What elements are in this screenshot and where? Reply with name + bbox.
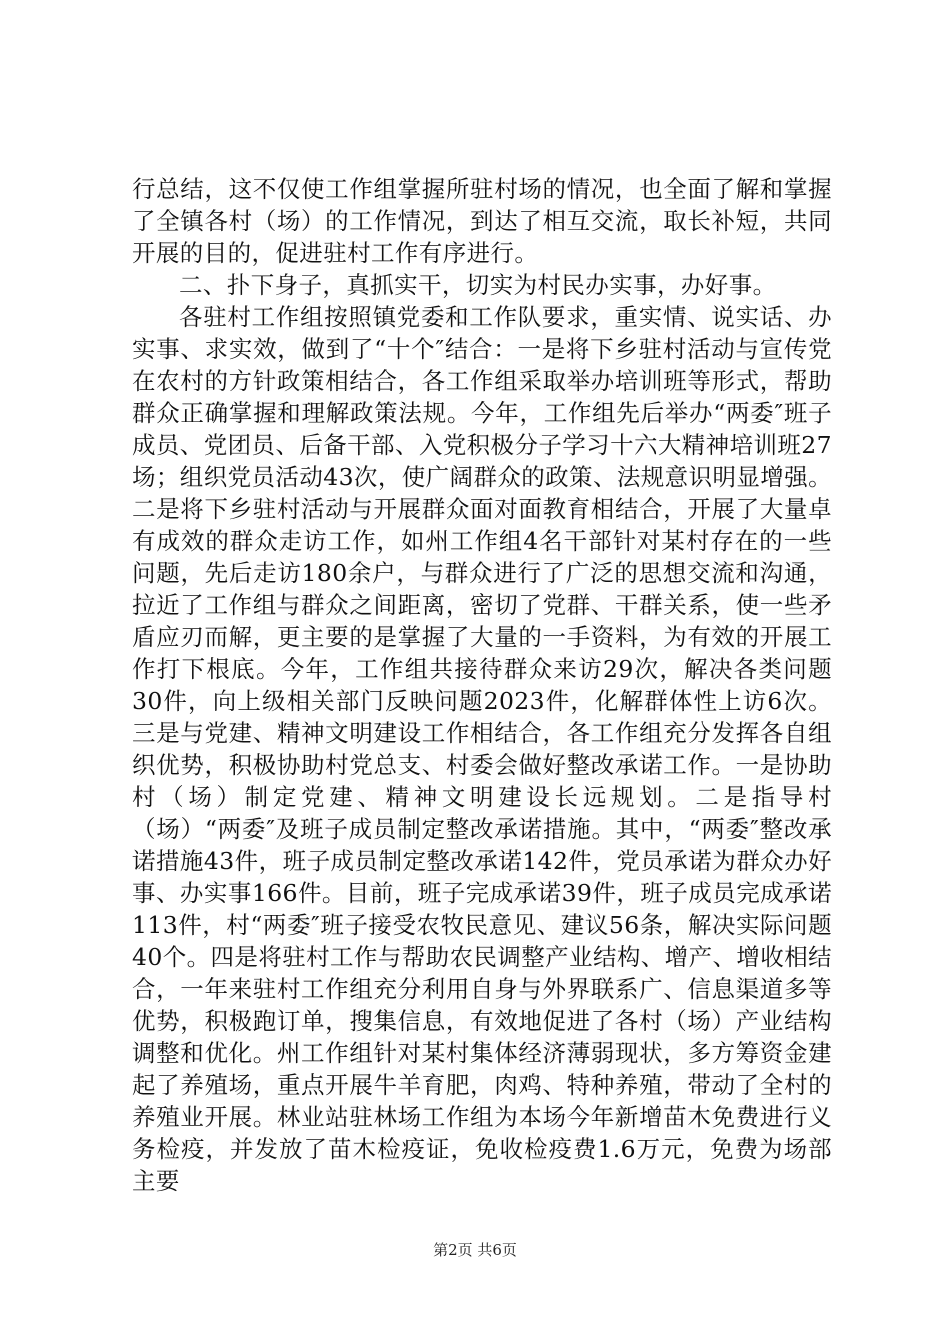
paragraph-main: 各驻村工作组按照镇党委和工作队要求，重实情、说实话、办实事、求实效，做到了“十个″结合：一是将下乡驻村活动与宣传党在农村的方针政策相结合，各工作组采取举办培训班等形式，帮助群众正确掌握和理解政策法规。今年，工作组先后举办“两委″班子成员、党团员、后备干部、入党积极分子学习十六大精神培训班27场；组织党员活动43次，使广阔群众的政策、法规意识明显增强。二是将下乡驻村活动与开展群众面对面教育相结合，开展了大量卓有成效的群众走访工作，如州工作组4名干部针对某村存在的一些问题，先后走访180余户，与群众进行了广泛的思想交流和沟通，拉近了工作组与群众之间距离，密切了党群、干群关系，使一些矛盾应刃而解，更主要的是掌握了大量的一手资料，为有效的开展工作打下根底。今年，工作组共接待群众来访29次，解决各类问题30件，向上级相关部门反映问题2023件，化解群体性上访6次。三是与党建、精神文明建设工作相结合，各工作组充分发挥各自组织优势，积极协助村党总支、村委会做好整改承诺工作。一是协助村（场）制定党建、精神文明建设长远规划。二是指导村（场）“两委″及班子成员制定整改承诺措施。其中，“两委″整改承诺措施43件，班子成员制定整改承诺142件，党员承诺为群众办好事、办实事166件。目前，班子完成承诺39件，班子成员完成承诺113件，村“两委″班子接受农牧民意见、建议56条，解决实际问题40个。四是将驻村工作与帮助农民调整产业结构、增产、增收相结合，一年来驻村工作组充分利用自身与外界联系广、信息渠道多等优势，积极跑订单，搜集信息，有效地促进了各村（场）产业结构调整和优化。州工作组针对某村集体经济薄弱现状，多方筹资金建起了养殖场，重点开展牛羊育肥，肉鸡、特种养殖，带动了全村的养殖业开展。林业站驻林场工作组为本场今年新增苗木免费进行义务检疫，并发放了苗木检疫证，免收检疫费1.6万元，免费为场部主要 bbox=[132, 303, 832, 1195]
paragraph-continuation: 行总结，这不仅使工作组掌握所驻村场的情况，也全面了解和掌握了全镇各村（场）的工作情况，到达了相互交流，取长补短，共同开展的目的，促进驻村工作有序进行。 bbox=[132, 175, 832, 267]
section-heading: 二、扑下身子，真抓实干，切实为村民办实事，办好事。 bbox=[179, 271, 777, 299]
page-footer: 第2页 共6页 bbox=[433, 1241, 517, 1259]
document-body bbox=[132, 173, 832, 1197]
